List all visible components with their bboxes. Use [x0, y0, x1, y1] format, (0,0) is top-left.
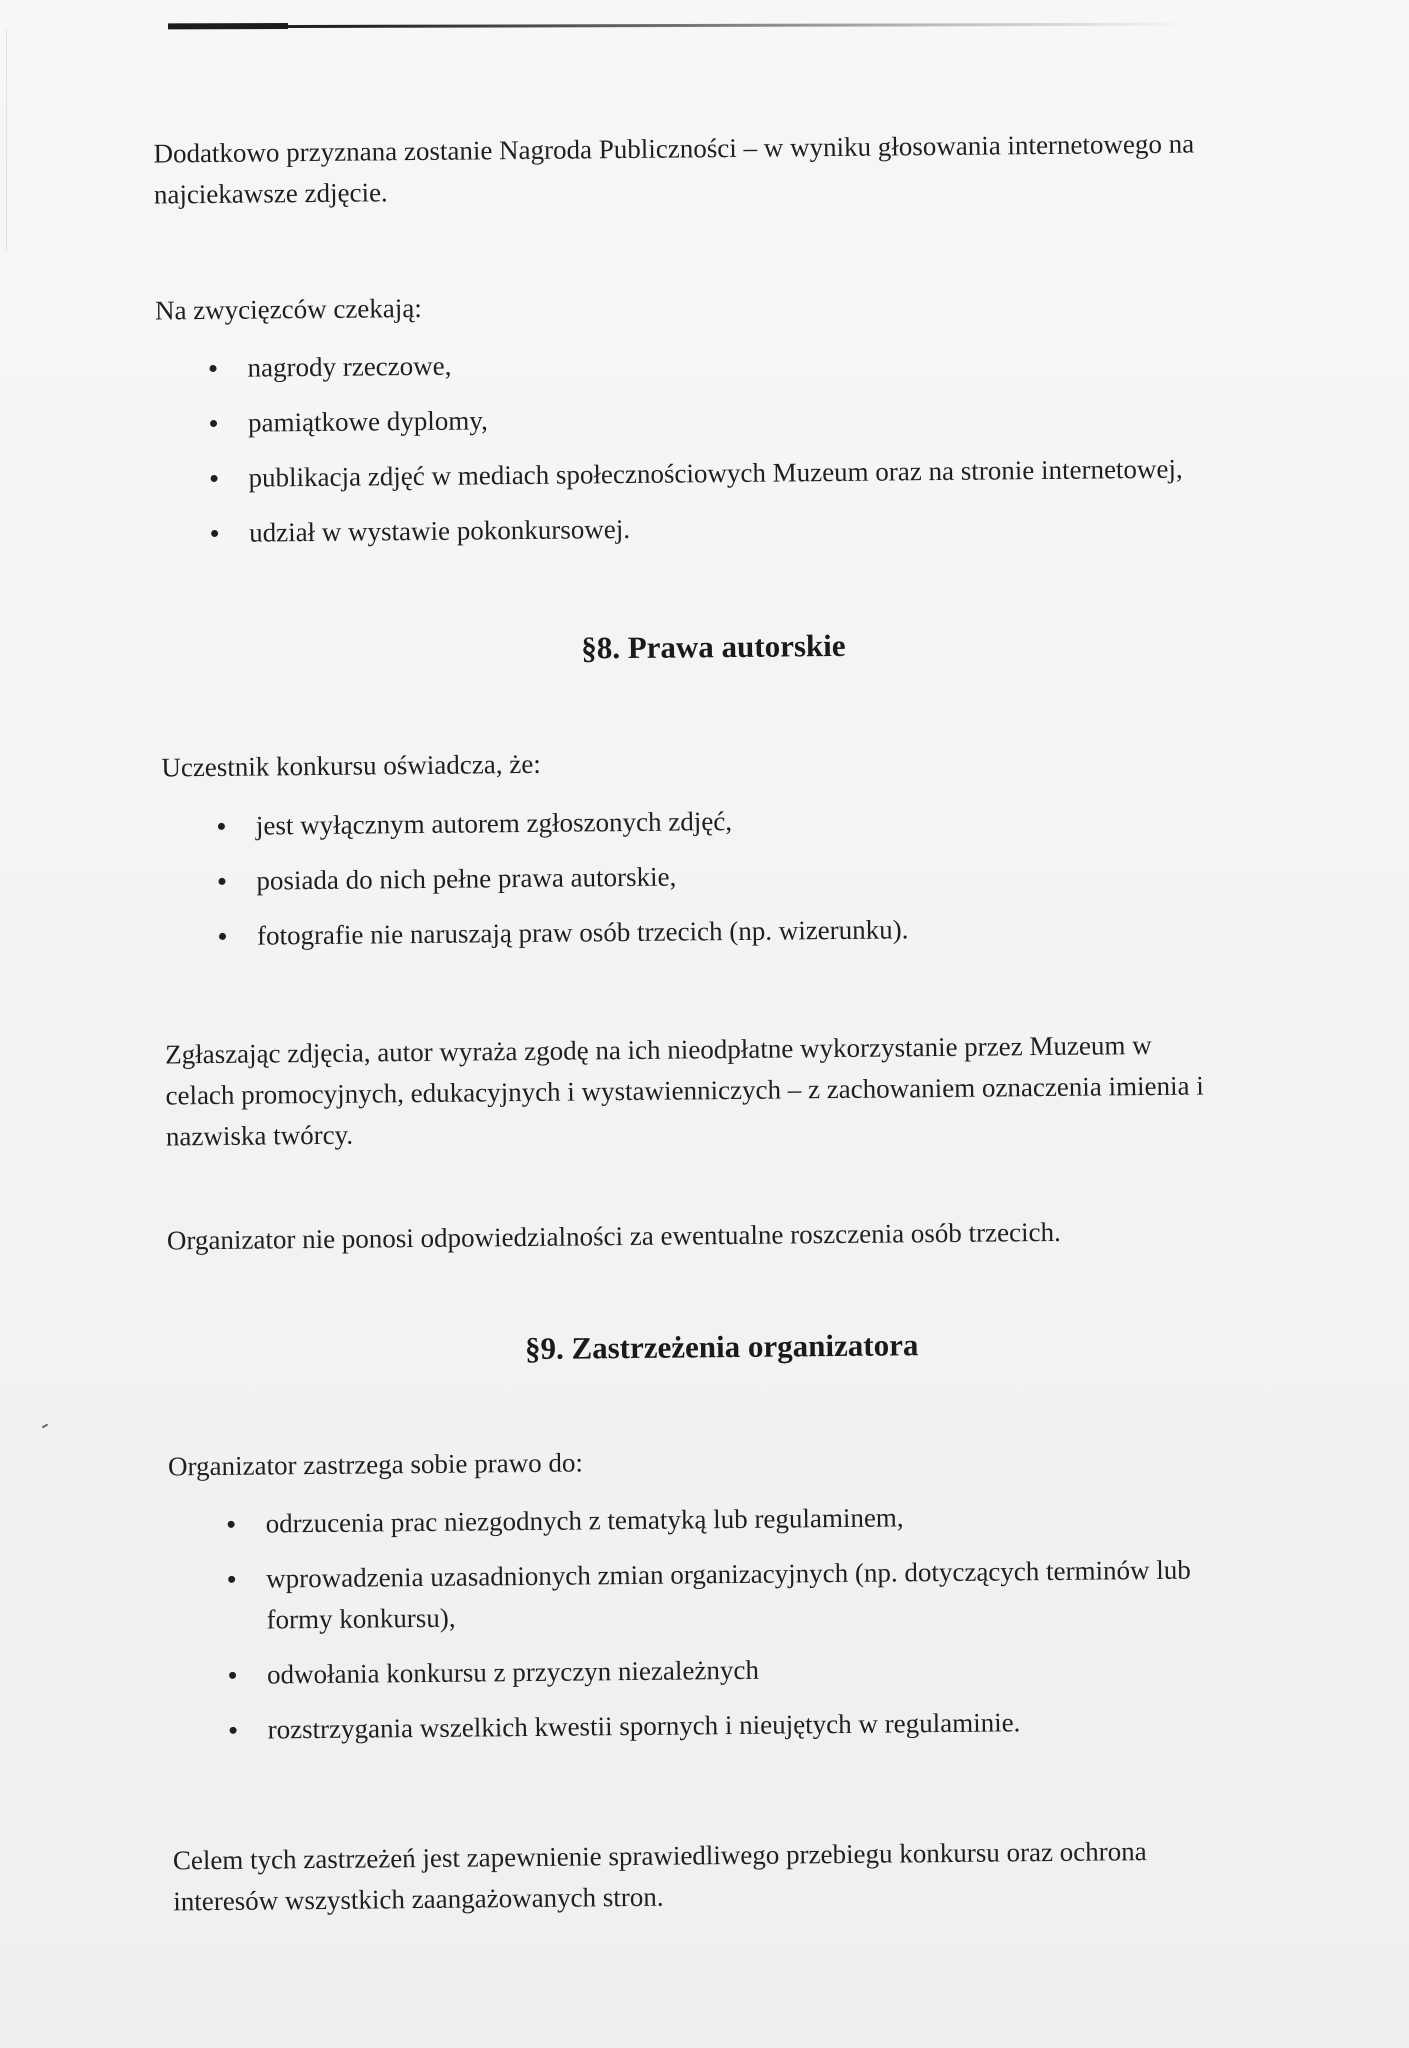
section-9-title: §9. Zastrzeżenia organizatora [524, 1327, 919, 1367]
list-item: wprowadzenia uzasadnionych zmian organizacyjnych (np. dotyczących terminów lub formy konkursu), [228, 1550, 1191, 1641]
section-8-list [218, 799, 909, 971]
bullet-icon [210, 365, 217, 372]
section-8-title: §8. Prawa autorskie [581, 627, 846, 666]
list-item: odrzucenia prac niezgodnych z tematyką lub regulaminem, [227, 1495, 1190, 1545]
section-9-list [227, 1495, 1192, 1765]
bullet-icon [228, 1521, 235, 1528]
list-item: posiada do nich pełne prawa autorskie, [218, 854, 908, 902]
prizes-list [209, 339, 1183, 568]
prizes-lead: Na zwycięzców czekają: [154, 292, 422, 326]
closing-line-2: interesów wszystkich zaangażowanych stron. [173, 1881, 664, 1917]
list-item: rozstrzygania wszelkich kwestii spornych i nieujętych w regulaminie. [229, 1701, 1192, 1751]
intro-paragraph [153, 124, 1194, 216]
list-item: fotografie nie naruszają praw osób trzecich (np. wizerunku). [219, 909, 909, 957]
list-item: nagrody rzeczowe, [209, 339, 1182, 389]
list-item: pamiątkowe dyplomy, [210, 394, 1183, 444]
bullet-icon [219, 933, 226, 940]
consent-paragraph [165, 1024, 1204, 1157]
bullet-icon [218, 823, 225, 830]
list-item: udział w wystawie pokonkursowej. [211, 504, 1184, 554]
bullet-icon [229, 1672, 236, 1679]
intro-line-2: najciekawsze zdjęcie. [153, 177, 388, 210]
section-9-lead: Organizator zastrzega sobie prawo do: [167, 1447, 584, 1482]
consent-line-2: celach promocyjnych, edukacyjnych i wystawienniczych – z zachowaniem oznaczenia imienia i [165, 1070, 1204, 1111]
bullet-icon [211, 475, 218, 482]
bullet-icon [230, 1727, 237, 1734]
closing-line-1: Celem tych zastrzeżeń jest zapewnienie sprawiedliwego przebiegu konkursu oraz ochrona [172, 1836, 1147, 1876]
list-item: publikacja zdjęć w mediach społecznościowych Muzeum oraz na stronie internetowej, [210, 449, 1183, 499]
liability-paragraph: Organizator nie ponosi odpowiedzialności za ewentualne roszczenia osób trzecich. [166, 1216, 1061, 1256]
bullet-icon [211, 530, 218, 537]
intro-line-1: Dodatkowo przyznana zostanie Nagroda Publiczności – w wyniku głosowania internetowego na [153, 128, 1195, 169]
consent-line-1: Zgłaszając zdjęcia, autor wyraża zgodę na ich nieodpłatne wykorzystanie przez Muzeum w [164, 1029, 1152, 1070]
closing-paragraph [173, 1831, 1148, 1922]
bullet-icon [228, 1576, 235, 1583]
consent-line-3: nazwiska twórcy. [165, 1119, 354, 1152]
section-8-lead: Uczestnik konkursu oświadcza, że: [161, 748, 541, 783]
list-item: jest wyłącznym autorem zgłoszonych zdjęć, [218, 799, 908, 847]
list-item: odwołania konkursu z przyczyn niezależnych [229, 1646, 1192, 1696]
bullet-icon [210, 420, 217, 427]
bullet-icon [218, 878, 225, 885]
